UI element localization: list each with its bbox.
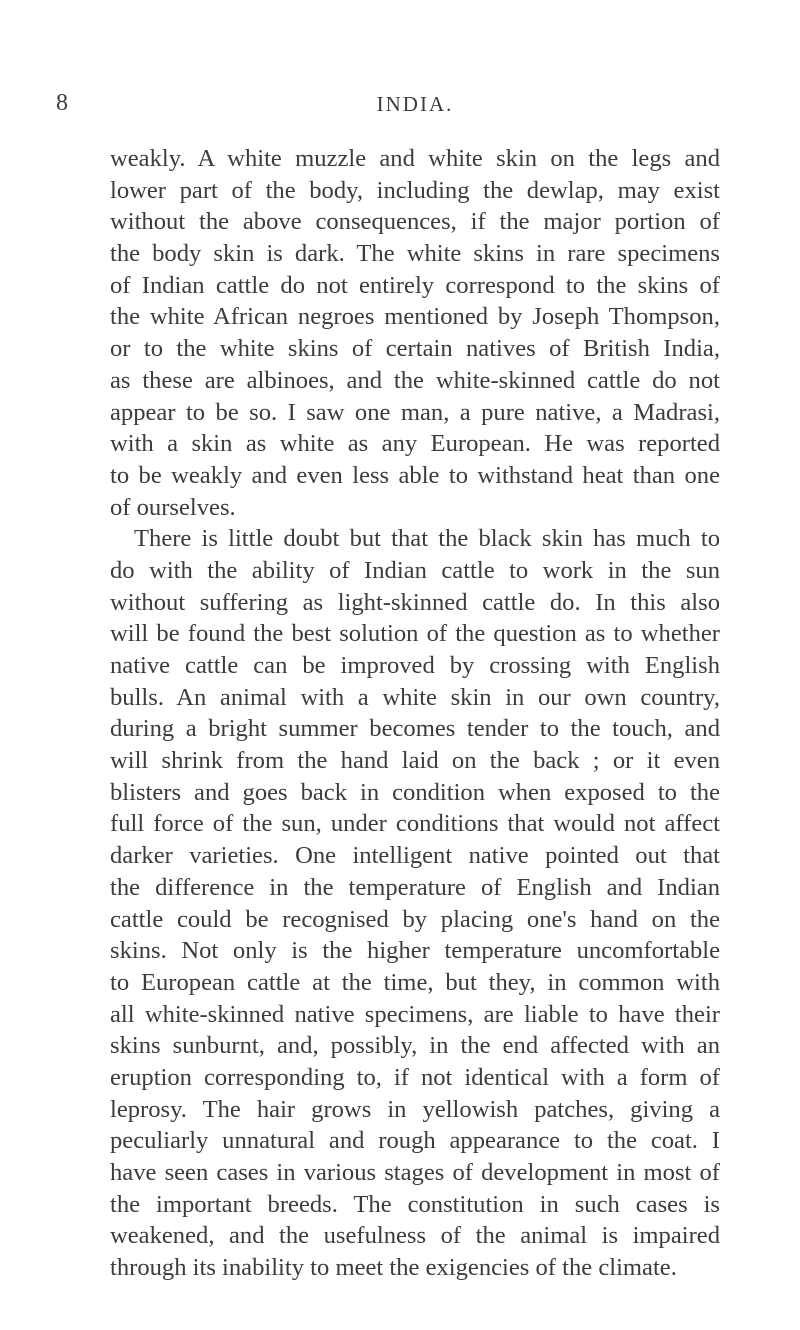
text-line: through its inability to meet the exigencies of the climate. [110, 1254, 677, 1282]
text-line: to be weakly and even less able to withstand heat than one [110, 461, 720, 489]
text-line: the body skin is dark. The white skins in rare specimens [110, 240, 720, 268]
text-line: full force of the sun, under conditions that would not affect [110, 810, 720, 838]
text-line: blisters and goes back in condition when exposed to the [110, 778, 720, 806]
text-line: appear to be so. I saw one man, a pure native, a Madrasi, [110, 398, 720, 426]
text-line: the important breeds. The constitution in such cases is [110, 1190, 720, 1218]
text-line: There is little doubt but that the black skin has much to [134, 525, 720, 553]
text-line: to European cattle at the time, but they, in common with [110, 968, 720, 996]
text-line: do with the ability of Indian cattle to work in the sun [110, 556, 720, 584]
text-line: will be found the best solution of the question as to whether [110, 620, 720, 648]
text-line: darker varieties. One intelligent native pointed out that [110, 842, 720, 870]
text-line: cattle could be recognised by placing one's hand on the [110, 905, 720, 933]
paragraph-2 [110, 523, 720, 1284]
text-line: of ourselves. [110, 493, 236, 521]
text-line: eruption corresponding to, if not identical with a form of [110, 1063, 720, 1091]
text-line: skins sunburnt, and, possibly, in the end affected with an [110, 1032, 720, 1060]
text-line: have seen cases in various stages of development in most of [110, 1159, 720, 1186]
text-line: the difference in the temperature of English and Indian [110, 873, 720, 901]
text-line: without the above consequences, if the major portion of [110, 208, 720, 236]
text-line: will shrink from the hand laid on the back ; or it even [110, 747, 720, 775]
text-line: bulls. An animal with a white skin in our own country, [110, 683, 720, 711]
text-line: without suffering as light-skinned cattle do. In this also [110, 588, 720, 616]
text-line: peculiarly unnatural and rough appearance to the coat. I [110, 1127, 720, 1155]
body-text [110, 143, 720, 1284]
text-line: the white African negroes mentioned by Joseph Thompson, [110, 303, 720, 331]
text-line: with a skin as white as any European. He was reported [110, 430, 720, 458]
paragraph-1 [110, 143, 720, 523]
text-line: weakly. A white muzzle and white skin on the legs and [110, 145, 720, 172]
page-number: 8 [56, 90, 69, 116]
running-head [0, 90, 800, 130]
text-line: weakened, and the usefulness of the animal is impaired [110, 1222, 720, 1250]
text-line: or to the white skins of certain natives of British India, [110, 335, 720, 363]
text-line: as these are albinoes, and the white-skinned cattle do not [110, 366, 720, 394]
text-line: lower part of the body, including the dewlap, may exist [110, 176, 720, 204]
text-line: during a bright summer becomes tender to the touch, and [110, 715, 720, 743]
text-line: leprosy. The hair grows in yellowish patches, giving a [110, 1095, 720, 1123]
text-line: of Indian cattle do not entirely correspond to the skins of [110, 271, 720, 299]
running-title: INDIA. [376, 92, 454, 116]
text-line: all white-skinned native specimens, are liable to have their [110, 1000, 720, 1028]
text-line: skins. Not only is the higher temperature uncomfortable [110, 937, 720, 965]
text-line: native cattle can be improved by crossing with English [110, 652, 720, 679]
